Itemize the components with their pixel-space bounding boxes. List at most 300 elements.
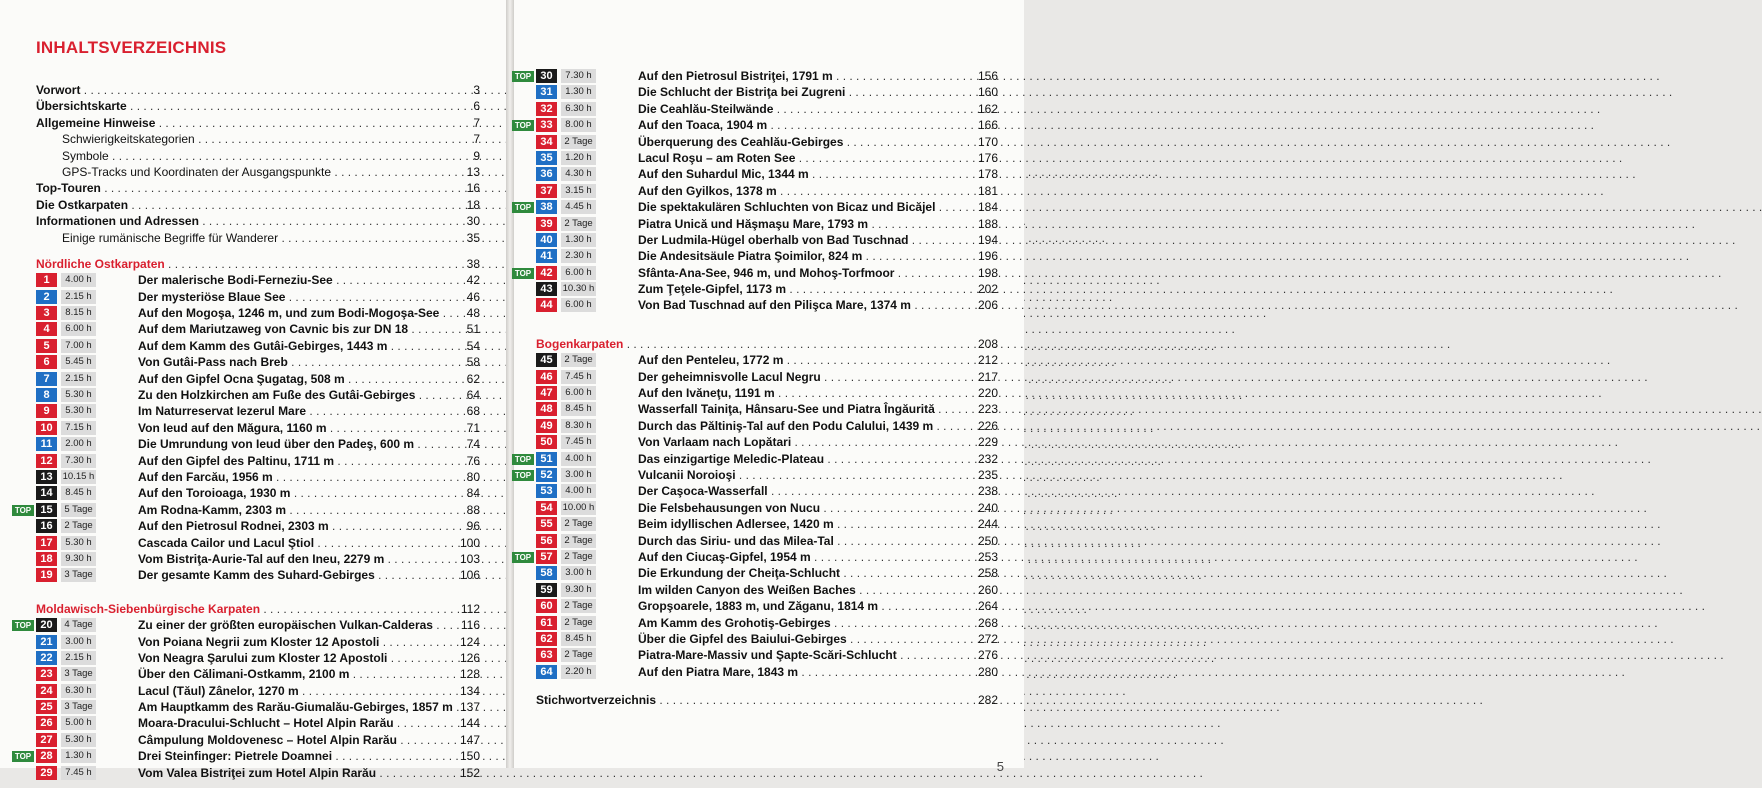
tour-entry-page: 220 bbox=[977, 386, 998, 401]
tour-duration: 3.00 h bbox=[561, 468, 596, 482]
tour-entry-label: Vom Valea Bistriţei zum Hotel Alpin Rarău . . . bbox=[138, 765, 454, 781]
index-entry[interactable] bbox=[536, 692, 998, 708]
tour-entry[interactable] bbox=[36, 338, 480, 354]
tour-duration: 2 Tage bbox=[61, 519, 96, 533]
tour-entry-page: 229 bbox=[977, 435, 998, 450]
tour-number-badge: 59 bbox=[536, 583, 557, 597]
tour-duration: 2.20 h bbox=[561, 665, 596, 679]
tour-duration: 2 Tage bbox=[561, 353, 596, 367]
tour-duration: 6.30 h bbox=[61, 684, 96, 698]
tour-entry-page: 74 bbox=[466, 437, 480, 452]
tour-entry-page: 166 bbox=[977, 118, 998, 133]
tour-entry-page: 264 bbox=[977, 599, 998, 614]
toc-entry[interactable] bbox=[36, 131, 480, 147]
tour-duration: 4 Tage bbox=[61, 618, 96, 632]
tour-entry-page: 88 bbox=[466, 502, 480, 517]
tour-entry-label: Auf den Pietrosul Bistriţei, 1791 m . . . bbox=[638, 68, 972, 84]
left-page bbox=[0, 0, 506, 780]
tour-number-badge: 19 bbox=[36, 568, 57, 582]
tour-entry[interactable] bbox=[536, 533, 998, 549]
tour-number-badge: 55 bbox=[536, 517, 557, 531]
tour-entry-page: 124 bbox=[459, 634, 480, 649]
tour-number-badge: 30 bbox=[536, 69, 557, 83]
tour-duration: 7.00 h bbox=[61, 339, 96, 353]
tour-duration: 1.30 h bbox=[561, 85, 596, 99]
section-heading-label: Nördliche Ostkarpaten . . . bbox=[36, 256, 454, 272]
tour-number-badge: 18 bbox=[36, 552, 57, 566]
tour-entry-page: 194 bbox=[977, 232, 998, 247]
section-heading-page: 112 bbox=[460, 601, 480, 616]
tour-duration: 2 Tage bbox=[561, 648, 596, 662]
tour-duration: 8.45 h bbox=[61, 486, 96, 500]
tour-number-badge: 7 bbox=[36, 372, 57, 386]
tour-duration: 1.30 h bbox=[561, 233, 596, 247]
tour-entry-page: 42 bbox=[466, 273, 480, 288]
tour-entry[interactable] bbox=[36, 683, 480, 699]
tour-entry[interactable] bbox=[536, 565, 998, 581]
top-tour-badge: TOP bbox=[512, 202, 534, 213]
tour-entry[interactable] bbox=[514, 117, 998, 133]
toc-entry[interactable] bbox=[36, 115, 480, 131]
tour-duration: 2.15 h bbox=[61, 290, 96, 304]
section-spacer bbox=[36, 584, 480, 591]
tour-entry-label: Zu den Holzkirchen am Fuße des Gutâi-Gebirges . . . bbox=[138, 387, 454, 403]
tour-entry-label: Auf den Gyilkos, 1378 m . . . bbox=[638, 183, 972, 199]
tour-entry-label: Lacul Roşu – am Roten See . . . bbox=[638, 150, 972, 166]
tour-entry[interactable] bbox=[514, 265, 998, 281]
tour-entry-page: 71 bbox=[466, 420, 480, 435]
index-entry-page: 282 bbox=[977, 693, 998, 708]
toc-entry-label: Symbole . . . bbox=[36, 148, 454, 164]
toc-entry-label: Top-Touren . . . bbox=[36, 180, 454, 196]
tour-entry[interactable] bbox=[536, 352, 998, 368]
tour-entry-label: Über den Călimani-Ostkamm, 2100 m . . . bbox=[138, 666, 454, 682]
tour-entry-page: 202 bbox=[977, 282, 998, 297]
toc-list-left bbox=[14, 82, 480, 788]
tour-entry[interactable] bbox=[36, 567, 480, 583]
tour-entry-label: Vulcanii Noroioşi . . . bbox=[638, 467, 972, 483]
toc-entry-page: 35 bbox=[466, 230, 480, 245]
tour-number-badge: 23 bbox=[36, 667, 57, 681]
tour-entry-label: Auf den Gipfel des Paltinu, 1711 m . . . bbox=[138, 453, 454, 469]
top-tour-badge: TOP bbox=[512, 470, 534, 481]
tour-number-badge: 3 bbox=[36, 306, 57, 320]
tour-duration: 8.45 h bbox=[561, 632, 596, 646]
tour-entry-page: 100 bbox=[459, 535, 480, 550]
tour-entry[interactable] bbox=[536, 369, 998, 385]
tour-number-badge: 27 bbox=[36, 733, 57, 747]
tour-entry[interactable] bbox=[536, 134, 998, 150]
tour-entry[interactable] bbox=[36, 732, 480, 748]
tour-entry[interactable] bbox=[36, 420, 480, 436]
tour-entry[interactable] bbox=[36, 403, 480, 419]
tour-number-badge: 6 bbox=[36, 355, 57, 369]
tour-entry[interactable] bbox=[514, 451, 998, 467]
tour-entry[interactable] bbox=[514, 467, 998, 483]
top-tour-badge: TOP bbox=[12, 751, 34, 762]
tour-entry-label: Am Hauptkamm des Rarău-Giumalău-Gebirges, 1857 m . . . bbox=[138, 699, 454, 715]
tour-entry[interactable] bbox=[536, 183, 998, 199]
toc-entry[interactable] bbox=[36, 164, 480, 180]
tour-duration: 6.00 h bbox=[561, 298, 596, 312]
tour-entry-page: 253 bbox=[977, 549, 998, 564]
tour-number-badge: 38 bbox=[536, 200, 557, 214]
tour-duration: 5.30 h bbox=[61, 388, 96, 402]
tour-number-badge: 57 bbox=[536, 550, 557, 564]
tour-entry[interactable] bbox=[536, 401, 998, 417]
tour-number-badge: 12 bbox=[36, 454, 57, 468]
book-gutter bbox=[506, 0, 514, 768]
tour-entry[interactable] bbox=[536, 582, 998, 598]
tour-entry-page: 170 bbox=[977, 134, 998, 149]
tour-entry-label: Auf den Pietrosul Rodnei, 2303 m . . . bbox=[138, 518, 454, 534]
tour-entry-label: Wasserfall Tainiţa, Hânsaru-See und Piatra Îngăurită . . . bbox=[638, 401, 972, 417]
tour-entry-page: 198 bbox=[977, 265, 998, 280]
tour-entry[interactable] bbox=[536, 248, 998, 264]
tour-entry-label: Die Felsbehausungen von Nucu . . . bbox=[638, 500, 972, 516]
tour-duration: 2 Tage bbox=[561, 534, 596, 548]
tour-entry-page: 196 bbox=[977, 249, 998, 264]
tour-number-badge: 24 bbox=[36, 684, 57, 698]
toc-entry[interactable] bbox=[36, 197, 480, 213]
tour-entry-page: 176 bbox=[977, 150, 998, 165]
tour-entry[interactable] bbox=[536, 598, 998, 614]
tour-entry-label: Auf den Penteleu, 1772 m . . . bbox=[638, 352, 972, 368]
tour-duration: 9.30 h bbox=[61, 552, 96, 566]
toc-entry[interactable] bbox=[36, 213, 480, 229]
tour-duration: 7.45 h bbox=[561, 435, 596, 449]
section-spacer bbox=[536, 314, 998, 326]
toc-entry[interactable] bbox=[36, 82, 480, 98]
right-page bbox=[514, 0, 1024, 774]
page-title: INHALTSVERZEICHNIS bbox=[36, 38, 227, 57]
tour-entry-page: 137 bbox=[459, 700, 480, 715]
tour-duration: 10.00 h bbox=[562, 501, 595, 513]
tour-duration: 2 Tage bbox=[561, 599, 596, 613]
section-heading[interactable] bbox=[36, 256, 480, 272]
tour-entry-page: 226 bbox=[977, 418, 998, 433]
tour-entry-label: Am Rodna-Kamm, 2303 m . . . bbox=[138, 502, 454, 518]
tour-duration: 8.00 h bbox=[561, 118, 596, 132]
tour-entry-page: 128 bbox=[459, 667, 480, 682]
tour-number-badge: 26 bbox=[36, 716, 57, 730]
tour-number-badge: 61 bbox=[536, 616, 557, 630]
tour-entry[interactable] bbox=[36, 535, 480, 551]
toc-entry-page: 9 bbox=[473, 148, 480, 163]
tour-entry-label: Durch das Siriu- und das Milea-Tal . . . bbox=[638, 533, 972, 549]
tour-entry-page: 150 bbox=[459, 749, 480, 764]
tour-entry-page: 276 bbox=[977, 648, 998, 663]
tour-entry[interactable] bbox=[36, 371, 480, 387]
tour-number-badge: 4 bbox=[36, 322, 57, 336]
tour-entry-label: Der gesamte Kamm des Suhard-Gebirges . . . bbox=[138, 567, 454, 583]
tour-duration: 2 Tage bbox=[561, 616, 596, 630]
tour-number-badge: 33 bbox=[536, 118, 557, 132]
tour-entry-page: 152 bbox=[459, 765, 480, 780]
tour-entry-page: 178 bbox=[977, 167, 998, 182]
tour-number-badge: 14 bbox=[36, 486, 57, 500]
tour-number-badge: 56 bbox=[536, 534, 557, 548]
tour-entry-label: Auf den Piatra Mare, 1843 m . . . bbox=[638, 664, 972, 680]
tour-entry[interactable] bbox=[36, 634, 480, 650]
tour-number-badge: 31 bbox=[536, 85, 557, 99]
tour-entry-page: 54 bbox=[466, 338, 480, 353]
tour-number-badge: 53 bbox=[536, 484, 557, 498]
tour-entry[interactable] bbox=[536, 664, 998, 680]
tour-entry-label: Piatra Unică und Hăşmaşu Mare, 1793 m . . . bbox=[638, 216, 972, 232]
tour-entry-page: 268 bbox=[977, 615, 998, 630]
tour-entry-label: Auf den Farcău, 1956 m . . . bbox=[138, 469, 454, 485]
tour-number-badge: 16 bbox=[36, 519, 57, 533]
toc-entry-label: Allgemeine Hinweise . . . bbox=[36, 115, 454, 131]
toc-entry-label: Schwierigkeitskategorien . . . bbox=[36, 131, 454, 147]
tour-number-badge: 36 bbox=[536, 167, 557, 181]
tour-duration: 4.00 h bbox=[561, 452, 596, 466]
top-tour-badge: TOP bbox=[512, 268, 534, 279]
tour-entry-page: 134 bbox=[459, 683, 480, 698]
tour-entry[interactable] bbox=[36, 436, 480, 452]
tour-entry-label: Auf den Gipfel Ocna Şugatag, 508 m . . . bbox=[138, 371, 454, 387]
tour-entry[interactable] bbox=[36, 354, 480, 370]
tour-entry[interactable] bbox=[536, 483, 998, 499]
tour-entry-page: 160 bbox=[977, 85, 998, 100]
tour-entry-page: 206 bbox=[977, 298, 998, 313]
tour-duration: 2 Tage bbox=[561, 135, 596, 149]
tour-entry-label: Zum Ţeţele-Gipfel, 1173 m . . . bbox=[638, 281, 972, 297]
tour-number-badge: 44 bbox=[536, 298, 557, 312]
tour-number-badge: 46 bbox=[536, 370, 557, 384]
tour-entry[interactable] bbox=[14, 617, 480, 633]
tour-entry[interactable] bbox=[536, 434, 998, 450]
tour-number-badge: 52 bbox=[536, 468, 557, 482]
tour-duration: 5.30 h bbox=[61, 404, 96, 418]
tour-entry[interactable] bbox=[36, 666, 480, 682]
tour-entry[interactable] bbox=[536, 516, 998, 532]
tour-entry[interactable] bbox=[36, 387, 480, 403]
tour-number-badge: 40 bbox=[536, 233, 557, 247]
tour-entry-label: Beim idyllischen Adlersee, 1420 m . . . bbox=[638, 516, 972, 532]
tour-duration: 2.15 h bbox=[61, 651, 96, 665]
tour-entry-label: Gropşoarele, 1883 m, und Zăganu, 1814 m . . . bbox=[638, 598, 972, 614]
left-column bbox=[14, 38, 480, 788]
top-tour-badge: TOP bbox=[12, 505, 34, 516]
tour-entry-label: Die Andesitsäule Piatra Şoimilor, 824 m . . . bbox=[638, 248, 972, 264]
tour-entry[interactable] bbox=[536, 631, 998, 647]
toc-entry[interactable] bbox=[36, 230, 480, 246]
tour-number-badge: 17 bbox=[36, 536, 57, 550]
tour-duration: 8.30 h bbox=[561, 419, 596, 433]
section-heading-page: 38 bbox=[466, 256, 480, 271]
tour-entry[interactable] bbox=[536, 101, 998, 117]
tour-number-badge: 43 bbox=[536, 282, 557, 296]
tour-duration: 10.30 h bbox=[562, 283, 595, 295]
tour-duration: 7.30 h bbox=[561, 69, 596, 83]
tour-entry[interactable] bbox=[36, 715, 480, 731]
tour-entry[interactable] bbox=[14, 748, 480, 764]
index-entry-label: Stichwortverzeichnis . . . bbox=[536, 692, 972, 708]
toc-entry-page: 3 bbox=[473, 83, 480, 97]
tour-entry[interactable] bbox=[536, 166, 998, 182]
toc-entry-page: 7 bbox=[473, 132, 480, 147]
tour-entry[interactable] bbox=[36, 518, 480, 534]
tour-entry[interactable] bbox=[514, 199, 998, 215]
tour-entry[interactable] bbox=[36, 699, 480, 715]
tour-number-badge: 45 bbox=[536, 353, 557, 367]
tour-entry[interactable] bbox=[36, 765, 480, 781]
tour-number-badge: 63 bbox=[536, 648, 557, 662]
tour-entry[interactable] bbox=[514, 549, 998, 565]
tour-duration: 6.30 h bbox=[561, 102, 596, 116]
tour-number-badge: 39 bbox=[536, 217, 557, 231]
tour-number-badge: 8 bbox=[36, 388, 57, 402]
tour-entry-label: Auf den Toaca, 1904 m . . . bbox=[638, 117, 972, 133]
tour-entry-label: Der geheimnisvolle Lacul Negru . . . bbox=[638, 369, 972, 385]
tour-duration: 10.15 h bbox=[62, 470, 95, 482]
tour-entry-page: 84 bbox=[466, 486, 480, 501]
tour-number-badge: 41 bbox=[536, 249, 557, 263]
tour-entry-page: 58 bbox=[466, 355, 480, 370]
tour-entry-label: Cascada Cailor und Lacul Ştiol . . . bbox=[138, 535, 454, 551]
tour-entry-page: 126 bbox=[459, 650, 480, 665]
tour-duration: 5.00 h bbox=[61, 716, 96, 730]
top-tour-badge: TOP bbox=[512, 120, 534, 131]
tour-entry[interactable] bbox=[36, 453, 480, 469]
tour-duration: 6.00 h bbox=[561, 386, 596, 400]
tour-entry-label: Von Bad Tuschnad auf den Pilişca Mare, 1374 m . . . bbox=[638, 297, 972, 313]
tour-entry[interactable] bbox=[536, 385, 998, 401]
tour-entry-label: Auf dem Kamm des Gutâi-Gebirges, 1443 m . . . bbox=[138, 338, 454, 354]
section-heading[interactable] bbox=[536, 336, 998, 352]
tour-entry[interactable] bbox=[536, 232, 998, 248]
tour-entry[interactable] bbox=[36, 289, 480, 305]
tour-entry-page: 51 bbox=[466, 322, 480, 337]
tour-entry-label: Durch das Păltiniş-Tal auf den Podu Calului, 1439 m . . . bbox=[638, 418, 972, 434]
tour-number-badge: 22 bbox=[36, 651, 57, 665]
tour-entry-page: 147 bbox=[459, 732, 480, 747]
tour-number-badge: 34 bbox=[536, 135, 557, 149]
tour-entry-label: Die Umrundung von Ieud über den Padeş, 600 m . . . bbox=[138, 436, 454, 452]
tour-entry[interactable] bbox=[536, 500, 998, 516]
tour-duration: 7.45 h bbox=[561, 370, 596, 384]
tour-entry-page: 260 bbox=[977, 582, 998, 597]
tour-duration: 3.00 h bbox=[61, 635, 96, 649]
tour-entry[interactable] bbox=[36, 321, 480, 337]
tour-entry-label: Überquerung des Ceahlău-Gebirges . . . bbox=[638, 134, 972, 150]
tour-number-badge: 29 bbox=[36, 766, 57, 780]
tour-entry-label: Drei Steinfinger: Pietrele Doamnei . . . bbox=[138, 748, 454, 764]
tour-entry-label: Moara-Dracului-Schlucht – Hotel Alpin Rarău . . . bbox=[138, 715, 454, 731]
tour-duration: 2.00 h bbox=[61, 437, 96, 451]
tour-entry[interactable] bbox=[36, 469, 480, 485]
toc-entry[interactable] bbox=[36, 180, 480, 196]
tour-number-badge: 32 bbox=[536, 102, 557, 116]
tour-entry-page: 258 bbox=[977, 566, 998, 581]
tour-entry-label: Vom Bistriţa-Aurie-Tal auf den Ineu, 2279 m . . . bbox=[138, 551, 454, 567]
tour-entry-page: 217 bbox=[977, 369, 998, 384]
toc-list-right bbox=[514, 68, 998, 708]
tour-number-badge: 20 bbox=[36, 618, 57, 632]
tour-duration: 2 Tage bbox=[561, 517, 596, 531]
tour-duration: 1.30 h bbox=[61, 749, 96, 763]
tour-entry[interactable] bbox=[36, 551, 480, 567]
tour-entry-label: Auf dem Mariutzaweg von Cavnic bis zur DN 18 . . . bbox=[138, 321, 454, 337]
tour-entry[interactable] bbox=[36, 305, 480, 321]
tour-entry-page: 106 bbox=[459, 568, 480, 583]
tour-duration: 2.30 h bbox=[561, 249, 596, 263]
tour-entry[interactable] bbox=[536, 615, 998, 631]
tour-number-badge: 42 bbox=[536, 266, 557, 280]
tour-duration: 9.30 h bbox=[561, 583, 596, 597]
tour-entry-label: Piatra-Mare-Massiv und Şapte-Scări-Schlucht . . . bbox=[638, 647, 972, 663]
tour-entry-page: 244 bbox=[977, 517, 998, 532]
tour-number-badge: 47 bbox=[536, 386, 557, 400]
toc-entry[interactable] bbox=[36, 148, 480, 164]
tour-entry[interactable] bbox=[514, 68, 998, 84]
tour-entry-label: Der mysteriöse Blaue See . . . bbox=[138, 289, 454, 305]
tour-entry[interactable] bbox=[536, 297, 998, 313]
tour-duration: 5.30 h bbox=[61, 536, 96, 550]
tour-entry[interactable] bbox=[536, 281, 998, 297]
tour-entry[interactable] bbox=[14, 502, 480, 518]
tour-number-badge: 28 bbox=[36, 749, 57, 763]
tour-entry[interactable] bbox=[536, 647, 998, 663]
tour-duration: 3.00 h bbox=[561, 566, 596, 580]
tour-duration: 5.45 h bbox=[61, 355, 96, 369]
section-heading[interactable] bbox=[36, 601, 480, 617]
section-spacer bbox=[536, 680, 998, 692]
tour-duration: 2 Tage bbox=[561, 550, 596, 564]
tour-entry[interactable] bbox=[536, 150, 998, 166]
tour-entry-page: 116 bbox=[460, 618, 480, 633]
tour-entry[interactable] bbox=[536, 418, 998, 434]
tour-duration: 6.00 h bbox=[61, 322, 96, 336]
tour-entry-label: Auf den Mogoşa, 1246 m, und zum Bodi-Mogoşa-See . . . bbox=[138, 305, 454, 321]
page-number: 5 bbox=[996, 759, 1004, 774]
toc-entry-label: Die Ostkarpaten . . . bbox=[36, 197, 454, 213]
top-tour-badge: TOP bbox=[512, 71, 534, 82]
tour-entry-label: Von Poiana Negrii zum Kloster 12 Apostoli . . . bbox=[138, 634, 454, 650]
tour-duration: 4.45 h bbox=[561, 200, 596, 214]
toc-entry-page: 6 bbox=[473, 99, 480, 114]
tour-entry-page: 272 bbox=[977, 631, 998, 646]
tour-entry-page: 184 bbox=[977, 200, 998, 215]
tour-entry[interactable] bbox=[536, 216, 998, 232]
tour-entry-page: 64 bbox=[466, 388, 480, 403]
tour-entry-label: Der Ludmila-Hügel oberhalb von Bad Tuschnad . . . bbox=[638, 232, 972, 248]
tour-entry-label: Von Varlaam nach Lopătari . . . bbox=[638, 434, 972, 450]
tour-number-badge: 51 bbox=[536, 452, 557, 466]
tour-entry[interactable] bbox=[36, 650, 480, 666]
tour-entry-label: Auf den Ciucaş-Gipfel, 1954 m . . . bbox=[638, 549, 972, 565]
tour-entry-label: Sfânta-Ana-See, 946 m, und Mohoş-Torfmoor . . . bbox=[638, 265, 972, 281]
toc-entry-label: Vorwort . . . bbox=[36, 82, 454, 98]
tour-entry-label: Lacul (Tăul) Zânelor, 1270 m . . . bbox=[138, 683, 454, 699]
toc-entry-page: 13 bbox=[466, 164, 480, 179]
tour-entry[interactable] bbox=[36, 272, 480, 288]
toc-entry-label: Informationen und Adressen . . . bbox=[36, 213, 454, 229]
tour-number-badge: 58 bbox=[536, 566, 557, 580]
toc-entry[interactable] bbox=[36, 98, 480, 114]
tour-duration: 7.15 h bbox=[61, 421, 96, 435]
tour-duration: 5.30 h bbox=[61, 733, 96, 747]
tour-entry[interactable] bbox=[36, 485, 480, 501]
tour-entry[interactable] bbox=[536, 84, 998, 100]
tour-entry-label: Der malerische Bodi-Ferneziu-See . . . bbox=[138, 272, 454, 288]
tour-entry-page: 212 bbox=[977, 353, 998, 368]
tour-entry-label: Von Neagra Şarului zum Kloster 12 Apostoli . . . bbox=[138, 650, 454, 666]
tour-number-badge: 11 bbox=[36, 437, 57, 451]
tour-number-badge: 64 bbox=[536, 665, 557, 679]
